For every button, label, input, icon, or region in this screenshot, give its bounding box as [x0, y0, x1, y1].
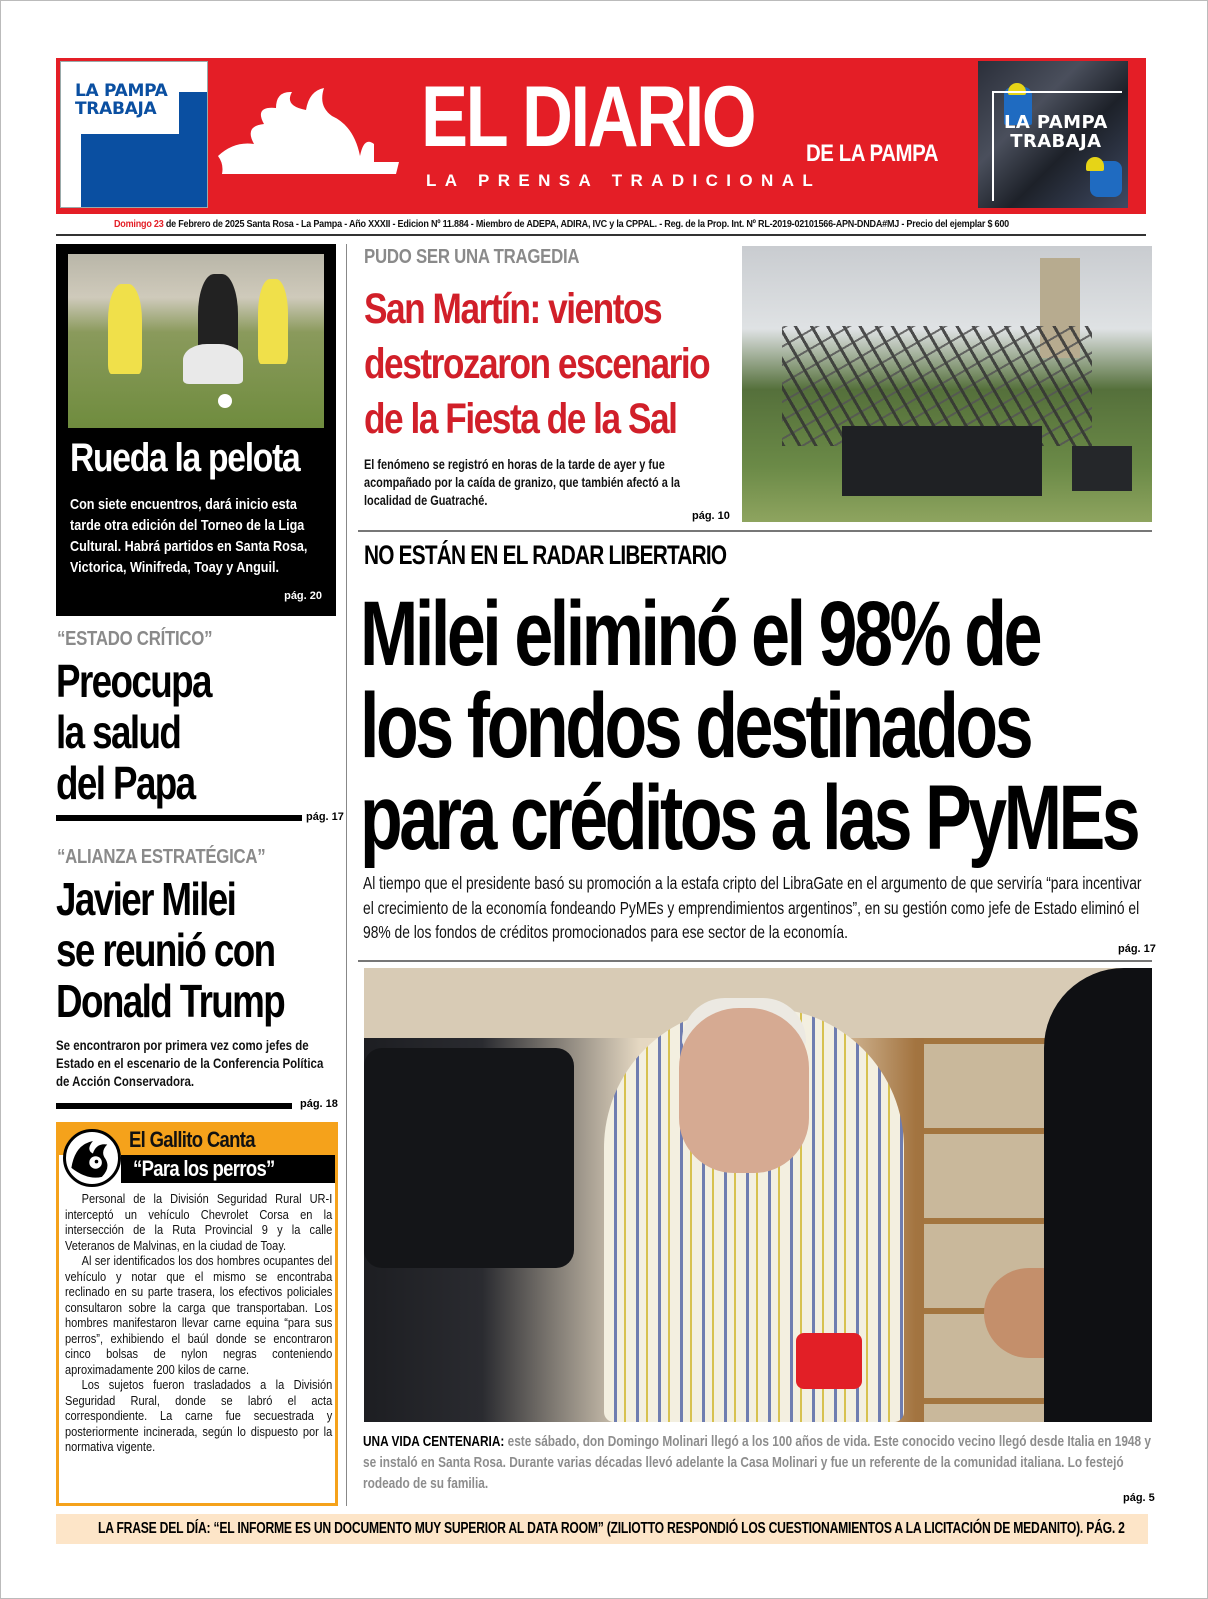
top-story-headline-line: destrozaron escenario: [364, 340, 710, 388]
gallito-paragraph: Los sujetos fueron trasladados a la División Seguridad Rural, donde se labró el acta correspondiente. La carne fue secuestrada y posteriormente incinerada, según lo dispuesto por la normativa vigente.: [65, 1377, 333, 1454]
trump-headline-line: se reunió con: [56, 924, 275, 976]
top-story-headline-line: San Martín: vientos: [364, 285, 662, 333]
province-map-icon: [81, 134, 208, 208]
top-story-page-ref: pág. 10: [692, 510, 730, 522]
main-story-summary: Al tiempo que el presidente basó su promoción a la estafa cripto del LibraGate en el argumento de que serviría “para incentivar el crecimiento de la economía fondeando PyMEs y emprendimientos argentinos”, en su gestión como jefe de Estado eliminó el 98% de los fondos de créditos promocionados para ese sector de la economía.: [363, 873, 1142, 942]
trump-headline[interactable]: [56, 874, 284, 1027]
province-map-icon-part: [179, 92, 208, 140]
masthead: [56, 58, 1146, 214]
la-pampa-trabaja-badge-left[interactable]: [60, 61, 208, 208]
interviewer: [1044, 968, 1152, 1422]
gallito-section-title: El Gallito Canta: [129, 1127, 255, 1152]
trump-page-ref: pág. 18: [300, 1098, 338, 1110]
la-pampa-trabaja-badge-right[interactable]: [978, 61, 1128, 208]
badge-left-line-2: TRABAJA: [75, 99, 157, 119]
speaker-stack: [1072, 446, 1132, 491]
newspaper-tagline: LA PRENSA TRADICIONAL: [426, 171, 822, 190]
badge-right-line-1: LA PAMPA: [1004, 112, 1108, 133]
trump-headline-line: Javier Milei: [56, 873, 236, 925]
gallito-title: “Para los perros”: [133, 1156, 275, 1181]
face: [679, 1008, 809, 1173]
quote-of-the-day-banner[interactable]: [56, 1514, 1148, 1544]
newspaper-subtitle: DE LA PAMPA: [806, 140, 939, 167]
section-rule: [358, 530, 1152, 532]
badge-left-line-1: LA PAMPA: [75, 81, 168, 101]
caption-text: este sábado, don Domingo Molinari llegó a los 100 años de vida. Este conocido vecino llegó desde Italia en 1948 y se instaló en Santa Rosa. Durante varias décadas llevó adelante la Casa Molinari y fue un referente de la comunidad italiana. Lo festejó rodeado de su familia.: [363, 1433, 1151, 1492]
section-rule: [358, 960, 1152, 962]
papa-rule: [56, 815, 302, 821]
top-story-headline-line: de la Fiesta de la Sal: [364, 395, 677, 443]
trump-kicker: “ALIANZA ESTRATÉGICA”: [57, 846, 266, 868]
gallito-body: [65, 1191, 332, 1455]
papa-page-ref: pág. 17: [306, 811, 344, 823]
gallito-paragraph: Personal de la División Seguridad Rural UR-I interceptó un vehículo Chevrolet Corsa en la intersección de la Ruta Provincial 9 y la calle Veteranos de Malvinas, en la ciudad de Toay.: [65, 1191, 333, 1253]
main-story-headline[interactable]: [360, 583, 1138, 869]
sun-logo-icon: [214, 86, 404, 186]
main-story-headline-line: Milei eliminó el 98% de: [360, 583, 1040, 685]
sports-story[interactable]: [56, 244, 336, 616]
trump-summary: Se encontraron por primera vez como jefes de Estado en el escenario de la Conferencia Política de Acción Conservadora.: [56, 1037, 324, 1089]
top-story-summary: El fenómeno se registró en horas de la tarde de ayer y fue acompañado por la caída de granizo, que también afectó a la localidad de Guatraché.: [364, 457, 680, 508]
papa-headline-line: Preocupa: [56, 655, 211, 707]
main-story-headline-line: para créditos a las PyMEs: [360, 767, 1138, 869]
main-story-headline-line: los fondos destinados: [360, 675, 1031, 777]
top-story-kicker: PUDO SER UNA TRAGEDIA: [364, 246, 580, 268]
gallito-title-bar: [121, 1155, 335, 1183]
rooster-icon: [63, 1129, 121, 1187]
sports-summary: Con siete encuentros, dará inicio esta tarde otra edición del Torneo de la Liga Cultural. Habrá partidos en Santa Rosa, Victorica, Winifreda, Toay y Anguil.: [70, 496, 308, 576]
football-match-photo[interactable]: [68, 254, 324, 428]
top-story-headline[interactable]: [364, 282, 709, 447]
badge-left-text: [75, 82, 168, 118]
badge-right-line-2: TRABAJA: [1010, 131, 1102, 152]
gallito-canta-column[interactable]: [56, 1122, 338, 1506]
newspaper-title: EL DIARIO: [421, 69, 755, 165]
collapsed-stage-photo[interactable]: [742, 246, 1152, 522]
speaker-stack: [842, 426, 1042, 496]
trump-rule: [56, 1103, 292, 1109]
photo-caption: [363, 1431, 1153, 1494]
quote-of-the-day-text: LA FRASE DEL DÍA: “EL INFORME ES UN DOCUMENTO MUY SUPERIOR AL DATA ROOM” (ZILIOTTO RESPONDIÓ LOS CUESTIONAMIENTOS A LA LICITACIÓN DE MEDANITO). PÁG. 2: [98, 1520, 1125, 1537]
papa-headline-line: del Papa: [56, 757, 195, 809]
main-story-kicker: NO ESTÁN EN EL RADAR LIBERTARIO: [364, 540, 727, 570]
molinari-portrait-photo[interactable]: [364, 968, 1152, 1422]
column-divider: [346, 244, 347, 1506]
caption-page-ref: pág. 5: [1123, 1492, 1155, 1504]
papa-headline-line: la salud: [56, 706, 181, 758]
papa-kicker: “ESTADO CRÍTICO”: [57, 628, 213, 650]
sofa: [364, 1048, 574, 1268]
trump-headline-line: Donald Trump: [56, 975, 285, 1027]
caption-lead: UNA VIDA CENTENARIA:: [363, 1433, 505, 1450]
badge-right-text: [1004, 113, 1108, 151]
microphone-icon: [796, 1333, 862, 1389]
dateline: [56, 214, 1146, 234]
top-rule: [56, 234, 1146, 236]
main-story-page-ref: pág. 17: [1118, 943, 1156, 955]
dateline-details: de Febrero de 2025 Santa Rosa - La Pampa - Año XXXII - Edicion Nº 11.884 - Miembro de ADEPA, ADIRA, IVC y la CPPAL. - Reg. de la Prop. Int. Nº RL-2019-02101566-APN-DNDA#MJ - Precio del ejemplar $ 600: [163, 218, 1009, 230]
sports-page-ref: pág. 20: [284, 590, 322, 602]
gallito-paragraph: Al ser identificados los dos hombres ocupantes del vehículo y notar que el mismo se encontraba reclinado en su parte trasera, los efectivos policiales consultaron sobre la carga que transportaban. Los hombres manifestaron llevar carne equina “para sus perros”, exhibiendo el baúl donde se encontraron cinco bolsas de nylon negras conteniendo aproximadamente 200 kilos de carne.: [65, 1253, 333, 1377]
dateline-day: Domingo 23: [114, 218, 164, 230]
papa-headline[interactable]: [56, 656, 211, 809]
sports-headline[interactable]: Rueda la pelota: [70, 436, 300, 480]
